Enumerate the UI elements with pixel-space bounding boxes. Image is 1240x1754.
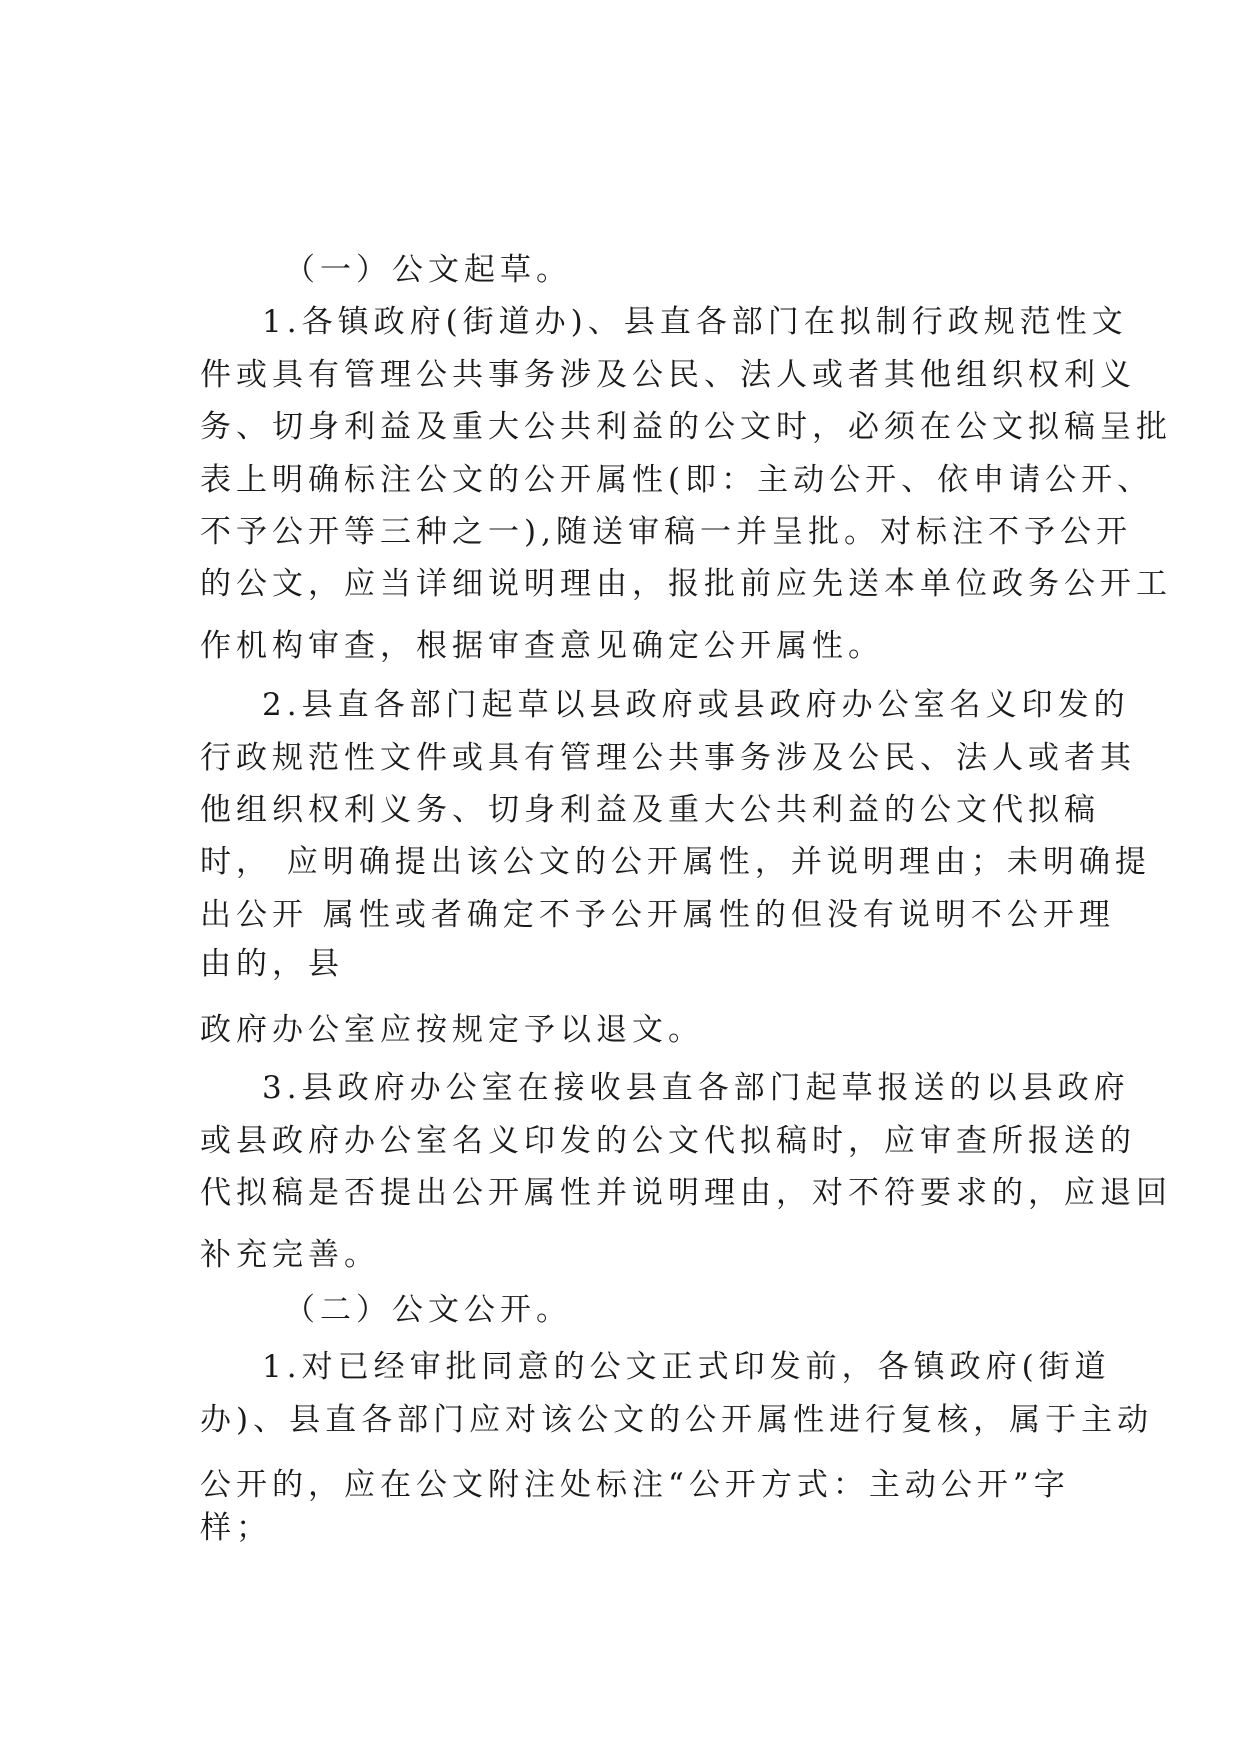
paragraph-line: 办)、县直各部门应对该公文的公开属性进行复核，属于主动 (200, 1402, 1154, 1438)
paragraph-line: 由的，县 (200, 946, 344, 982)
paragraph-line: 政府办公室应按规定予以退文。 (200, 1012, 704, 1048)
paragraph-line: 补充完善。 (200, 1237, 380, 1273)
paragraph-line: 作机构审查，根据审查意见确定公开属性。 (200, 628, 884, 664)
paragraph-line: 1.各镇政府(街道办)、县直各部门在拟制行政规范性文 (262, 304, 1128, 340)
paragraph-line: 务、切身利益及重大公共利益的公文时，必须在公文拟稿呈批 (200, 409, 1172, 445)
paragraph-line: 1.对已经审批同意的公文正式印发前，各镇政府(街道 (262, 1349, 1111, 1385)
paragraph-line: 或县政府办公室名义印发的公文代拟稿时，应审查所报送的 (200, 1123, 1136, 1159)
paragraph-line: 代拟稿是否提出公开属性并说明理由，对不符要求的，应退回 (200, 1175, 1172, 1211)
paragraph-line: 不予公开等三种之一),随送审稿一并呈批。对标注不予公开 (200, 514, 1132, 550)
paragraph-line: 他组织权利义务、切身利益及重大公共利益的公文代拟稿 (200, 792, 1100, 828)
section-heading-2: （二）公文公开。 (284, 1292, 572, 1328)
paragraph-line: 3.县政府办公室在接收县直各部门起草报送的以县政府 (262, 1070, 1130, 1106)
paragraph-line: 件或具有管理公共事务涉及公民、法人或者其他组织权利义 (200, 357, 1136, 393)
paragraph-line: 样； (200, 1510, 272, 1546)
paragraph-line: 行政规范性文件或具有管理公共事务涉及公民、法人或者其 (200, 740, 1136, 776)
paragraph-line: 表上明确标注公文的公开属性(即：主动公开、依申请公开、 (200, 462, 1154, 498)
paragraph-line: 出公开 属性或者确定不予公开属性的但没有说明不公开理 (200, 897, 1115, 933)
paragraph-line: 2.县直各部门起草以县政府或县政府办公室名义印发的 (262, 687, 1130, 723)
section-heading-1: （一）公文起草。 (284, 252, 572, 288)
paragraph-line: 公开的，应在公文附注处标注“公开方式：主动公开”字 (200, 1467, 1070, 1503)
paragraph-line: 的公文，应当详细说明理由，报批前应先送本单位政务公开工 (200, 566, 1172, 602)
paragraph-line: 时， 应明确提出该公文的公开属性，并说明理由；未明确提 (200, 844, 1151, 880)
